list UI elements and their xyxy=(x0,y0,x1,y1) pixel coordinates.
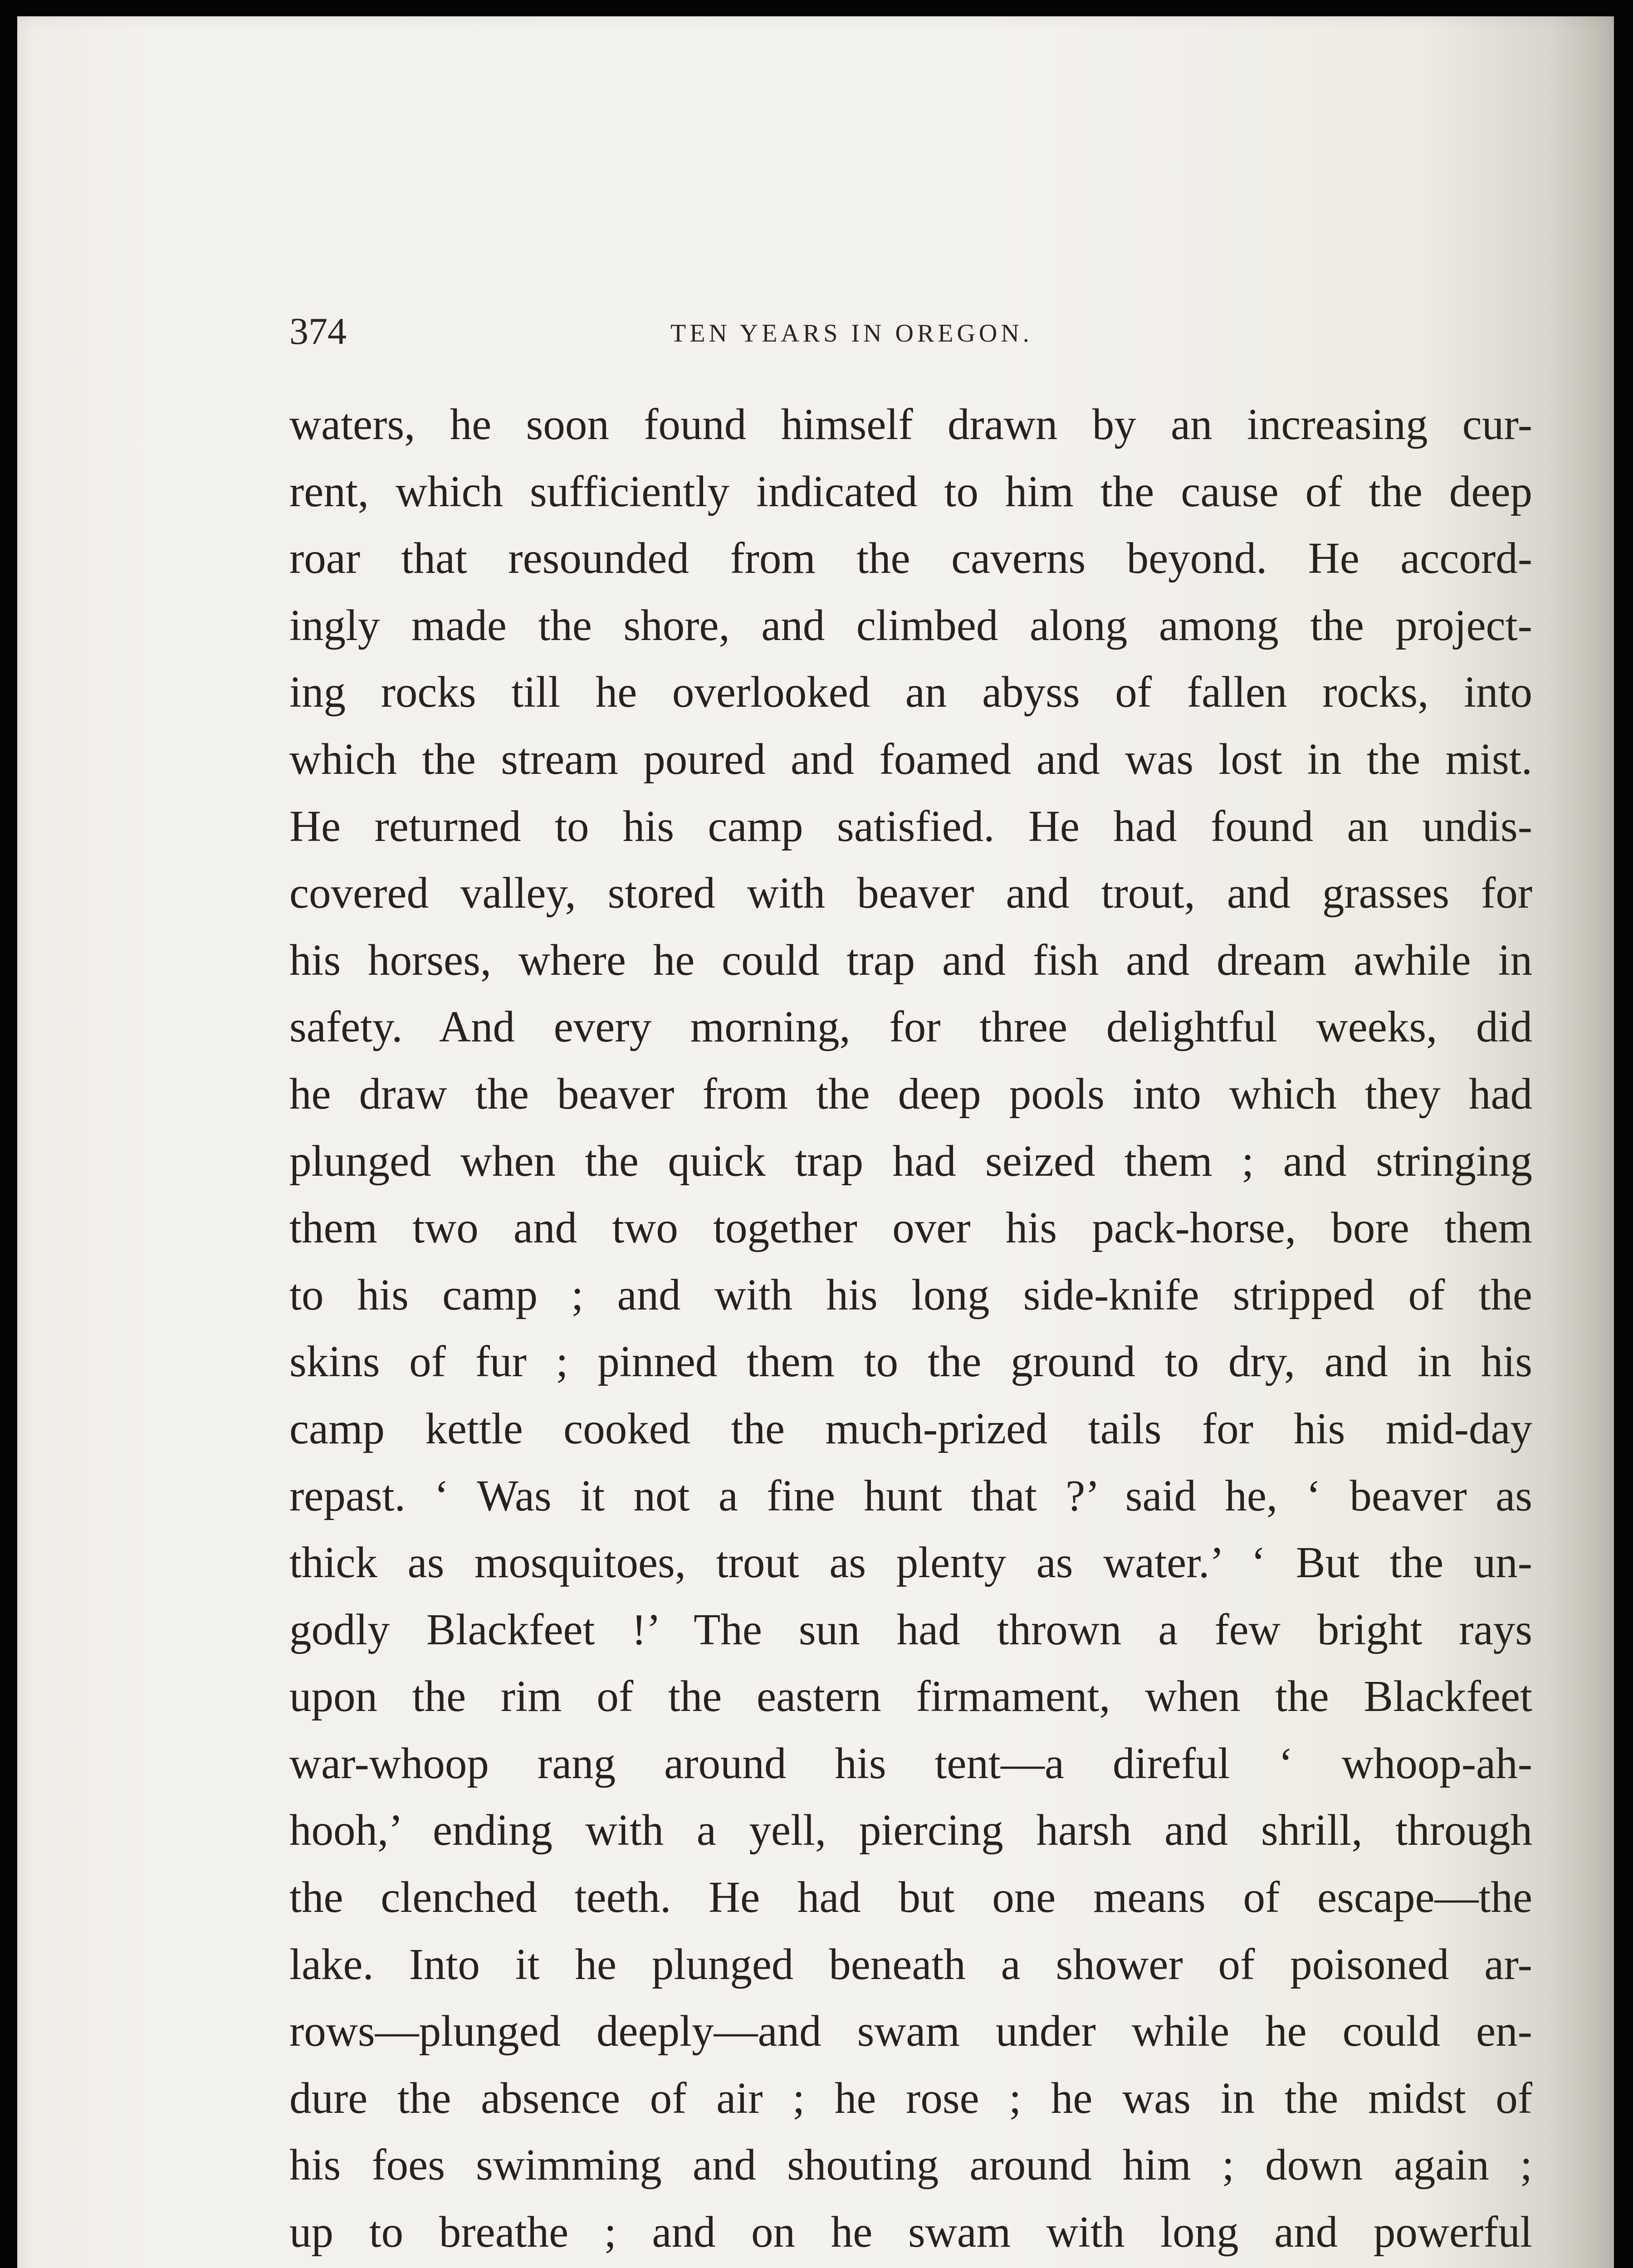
body-text xyxy=(289,391,1532,2268)
text-line: up to breathe ; and on he swam with long and powerful xyxy=(289,2208,1532,2257)
text-line: safety. And every morning, for three delightful weeks, did xyxy=(289,1002,1532,1051)
running-head: TEN YEARS IN OREGON. xyxy=(670,319,1033,347)
text-line: roar that resounded from the caverns beyond. He accord- xyxy=(289,534,1532,583)
text-line: rent, which sufficiently indicated to him the cause of the deep xyxy=(289,467,1532,516)
text-line: upon the rim of the eastern firmament, when the Blackfeet xyxy=(289,1672,1532,1721)
page-header xyxy=(289,307,1532,357)
book-page xyxy=(17,16,1614,2268)
text-line xyxy=(289,2266,1532,2268)
text-line: hooh,’ ending with a yell, piercing harsh and shrill, through xyxy=(289,1806,1532,1855)
text-line: repast. ‘ Was it not a fine hunt that ?’ said he, ‘ beaver as xyxy=(289,1471,1532,1520)
text-line: He returned to his camp satisfied. He had found an undis- xyxy=(289,802,1532,850)
text-line: dure the absence of air ; he rose ; he was in the midst of xyxy=(289,2073,1532,2122)
text-line: ing rocks till he overlooked an abyss of fallen rocks, into xyxy=(289,668,1532,717)
text-line: thick as mosquitoes, trout as plenty as water.’ ‘ But the un- xyxy=(289,1538,1532,1587)
text-line: them two and two together over his pack-horse, bore them xyxy=(289,1203,1532,1252)
text-line: his horses, where he could trap and fish and dream awhile in xyxy=(289,935,1532,984)
text-line: covered valley, stored with beaver and trout, and grasses for xyxy=(289,869,1532,918)
text-line: rows—plunged deeply—and swam under while he could en- xyxy=(289,2007,1532,2056)
text-line: the clenched teeth. He had but one means of escape—the xyxy=(289,1873,1532,1922)
text-line: ingly made the shore, and climbed along among the project- xyxy=(289,601,1532,650)
text-line: which the stream poured and foamed and was lost in the mist. xyxy=(289,734,1532,783)
text-line: plunged when the quick trap had seized them ; and stringing xyxy=(289,1136,1532,1185)
text-line: lake. Into it he plunged beneath a shower of poisoned ar- xyxy=(289,1940,1532,1989)
text-line: waters, he soon found himself drawn by an increasing cur- xyxy=(289,400,1532,449)
text-line: war-whoop rang around his tent—a direful ‘ whoop-ah- xyxy=(289,1739,1532,1788)
page-number: 374 xyxy=(289,310,347,352)
text-line: his foes swimming and shouting around him ; down again ; xyxy=(289,2141,1532,2190)
text-line: godly Blackfeet !’ The sun had thrown a few bright rays xyxy=(289,1605,1532,1654)
text-line: skins of fur ; pinned them to the ground to dry, and in his xyxy=(289,1337,1532,1386)
text-line: to his camp ; and with his long side-knife stripped of the xyxy=(289,1270,1532,1319)
text-line: he draw the beaver from the deep pools into which they had xyxy=(289,1069,1532,1118)
text-line: camp kettle cooked the much-prized tails for his mid-day xyxy=(289,1404,1532,1453)
